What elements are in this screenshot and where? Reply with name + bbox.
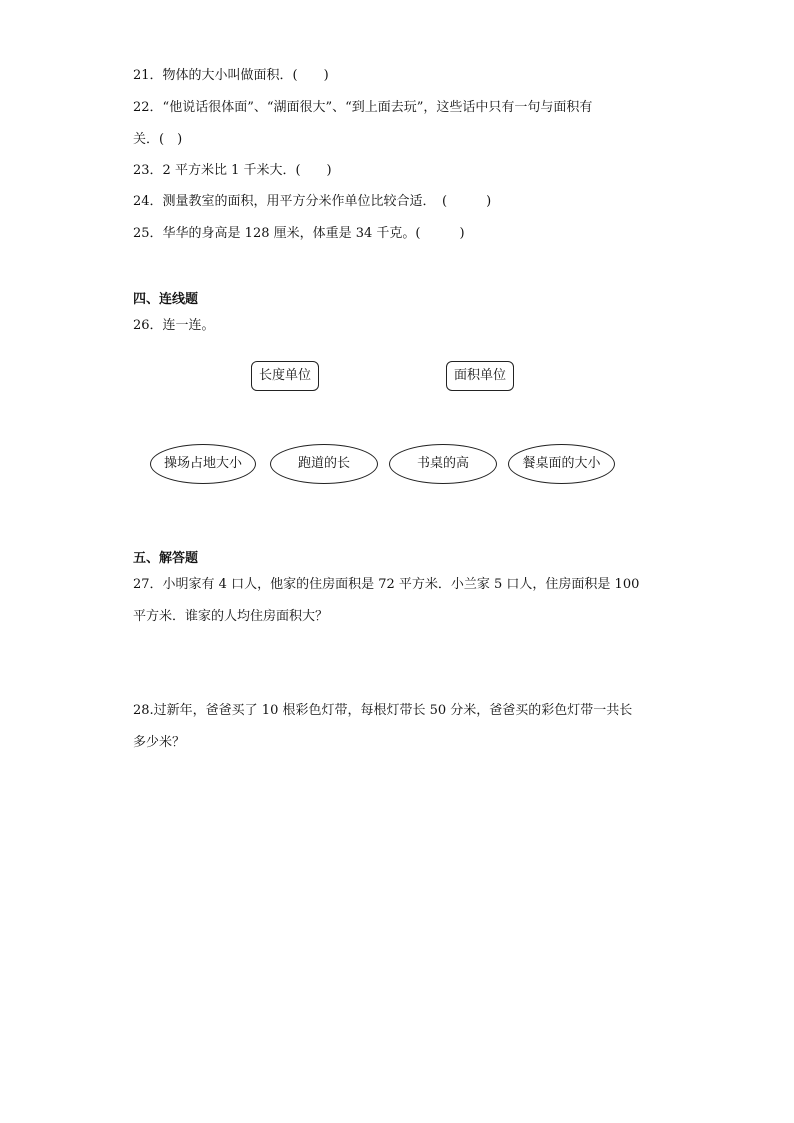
question-21: 21．物体的大小叫做面积．( ): [133, 68, 329, 83]
box-length-unit[interactable]: 长度单位: [251, 361, 319, 391]
question-27-line-2: 平方米．谁家的人均住房面积大？: [133, 609, 329, 624]
question-26: 26．连一连。: [133, 318, 215, 333]
item-track-length[interactable]: 跑道的长: [270, 444, 378, 484]
item-desk-height[interactable]: 书桌的高: [389, 444, 497, 484]
question-28-line-2: 多少米？: [133, 735, 186, 750]
section-title-matching: 四、连线题: [133, 292, 199, 307]
question-25: 25．华华的身高是 128 厘米，体重是 34 千克。( ): [133, 226, 465, 241]
question-23: 23．2 平方米比 1 千米大．( ): [133, 163, 332, 178]
question-28-line-1: 28.过新年，爸爸买了 10 根彩色灯带，每根灯带长 50 分米，爸爸买的彩色灯带一共长: [133, 703, 633, 718]
question-22-line-2: 关．( ): [133, 132, 183, 147]
question-27-line-1: 27．小明家有 4 口人，他家的住房面积是 72 平方米．小兰家 5 口人，住房面积是 100: [133, 577, 640, 592]
question-24: 24．测量教室的面积，用平方分米作单位比较合适． ( ): [133, 194, 492, 209]
question-22-line-1: 22．“他说话很体面”、“湖面很大”、“到上面去玩”，这些话中只有一句与面积有: [133, 100, 593, 115]
item-table-surface-size[interactable]: 餐桌面的大小: [508, 444, 615, 484]
item-playground-area[interactable]: 操场占地大小: [150, 444, 256, 484]
box-area-unit[interactable]: 面积单位: [446, 361, 514, 391]
section-title-answer: 五、解答题: [133, 551, 199, 566]
